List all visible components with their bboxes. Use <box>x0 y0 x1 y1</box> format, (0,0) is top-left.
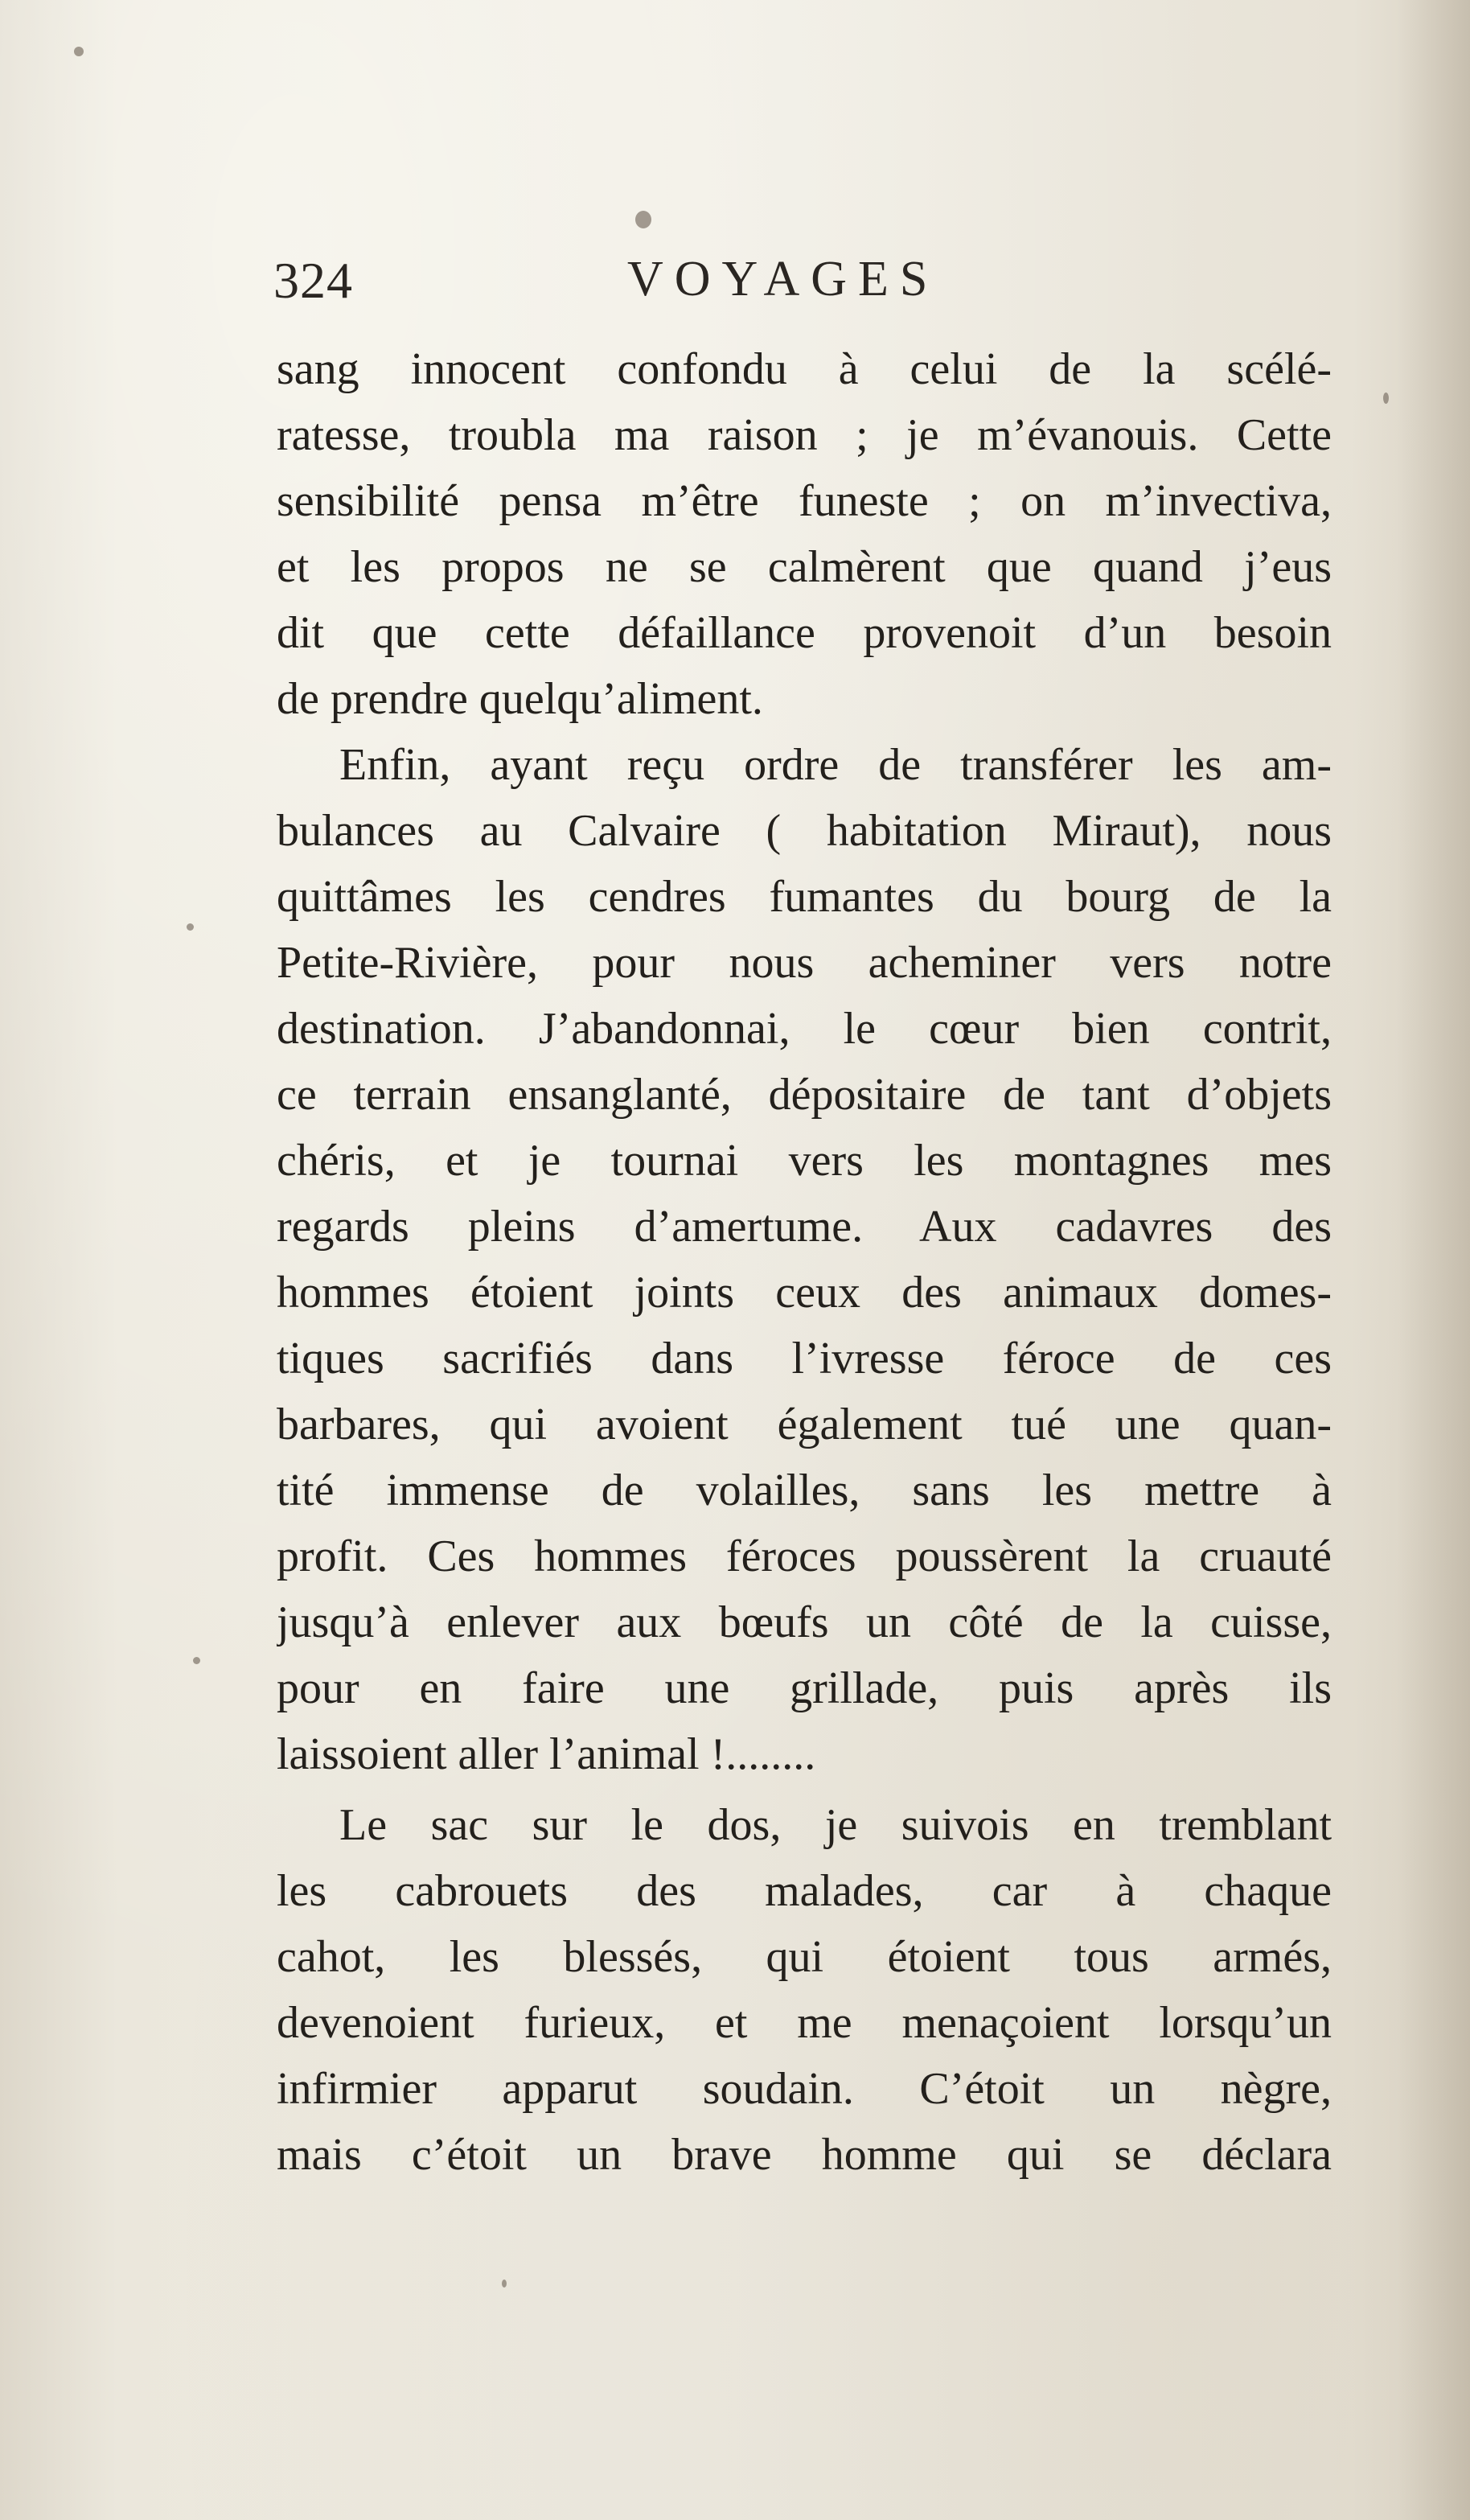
text-line: mais c’étoit un brave homme qui se déclara <box>277 2130 1332 2180</box>
page-header <box>273 251 1094 323</box>
running-title: VOYAGES <box>627 252 939 306</box>
text-line: de prendre quelqu’aliment. <box>277 674 763 724</box>
text-line: pour en faire une grillade, puis après ils <box>277 1663 1332 1713</box>
text-line: Petite-Rivière, pour nous acheminer vers notre <box>277 938 1332 988</box>
text-line: regards pleins d’amertume. Aux cadavres des <box>277 1202 1332 1252</box>
paragraph-first-line: Le sac sur le dos, je suivois en tremblant <box>339 1800 1332 1850</box>
ink-speck <box>193 1657 200 1664</box>
page-number: 324 <box>273 252 353 309</box>
paragraph-first-line: Enfin, ayant reçu ordre de transférer les am- <box>339 740 1332 790</box>
text-line: hommes étoient joints ceux des animaux domes- <box>277 1268 1332 1318</box>
page-edge-shadow <box>1398 0 1470 2520</box>
text-line: ratesse, troubla ma raison ; je m’évanouis. Cette <box>277 410 1332 460</box>
text-line: et les propos ne se calmèrent que quand j’eus <box>277 542 1332 592</box>
body-text <box>277 336 1332 2188</box>
text-line: dit que cette défaillance provenoit d’un besoin <box>277 608 1332 658</box>
text-line: infirmier apparut soudain. C’étoit un nègre, <box>277 2064 1332 2114</box>
text-line: laissoient aller l’animal !........ <box>277 1729 816 1779</box>
text-line: chéris, et je tournai vers les montagnes mes <box>277 1136 1332 1186</box>
text-line: cahot, les blessés, qui étoient tous armés, <box>277 1932 1332 1982</box>
text-line: ce terrain ensanglanté, dépositaire de tant d’objets <box>277 1070 1332 1120</box>
text-line: profit. Ces hommes féroces poussèrent la cruauté <box>277 1531 1332 1581</box>
ink-speck <box>187 923 194 931</box>
text-line: quittâmes les cendres fumantes du bourg de la <box>277 872 1332 922</box>
ink-speck <box>1383 393 1389 404</box>
text-line: devenoient furieux, et me menaçoient lorsqu’un <box>277 1998 1332 2048</box>
ink-speck <box>502 2280 507 2288</box>
text-line: sensibilité pensa m’être funeste ; on m’invectiva, <box>277 476 1332 526</box>
text-line: tiques sacrifiés dans l’ivresse féroce de ces <box>277 1334 1332 1383</box>
text-line: barbares, qui avoient également tué une quan- <box>277 1400 1332 1449</box>
ink-speck <box>635 211 651 228</box>
text-line: tité immense de volailles, sans les mettre à <box>277 1466 1332 1515</box>
text-line: destination. J’abandonnai, le cœur bien contrit, <box>277 1004 1332 1054</box>
text-line: jusqu’à enlever aux bœufs un côté de la cuisse, <box>277 1597 1332 1647</box>
ink-speck <box>74 47 84 56</box>
text-line: sang innocent confondu à celui de la scélé- <box>277 344 1332 394</box>
text-line: bulances au Calvaire ( habitation Miraut), nous <box>277 806 1332 856</box>
text-line: les cabrouets des malades, car à chaque <box>277 1866 1332 1916</box>
